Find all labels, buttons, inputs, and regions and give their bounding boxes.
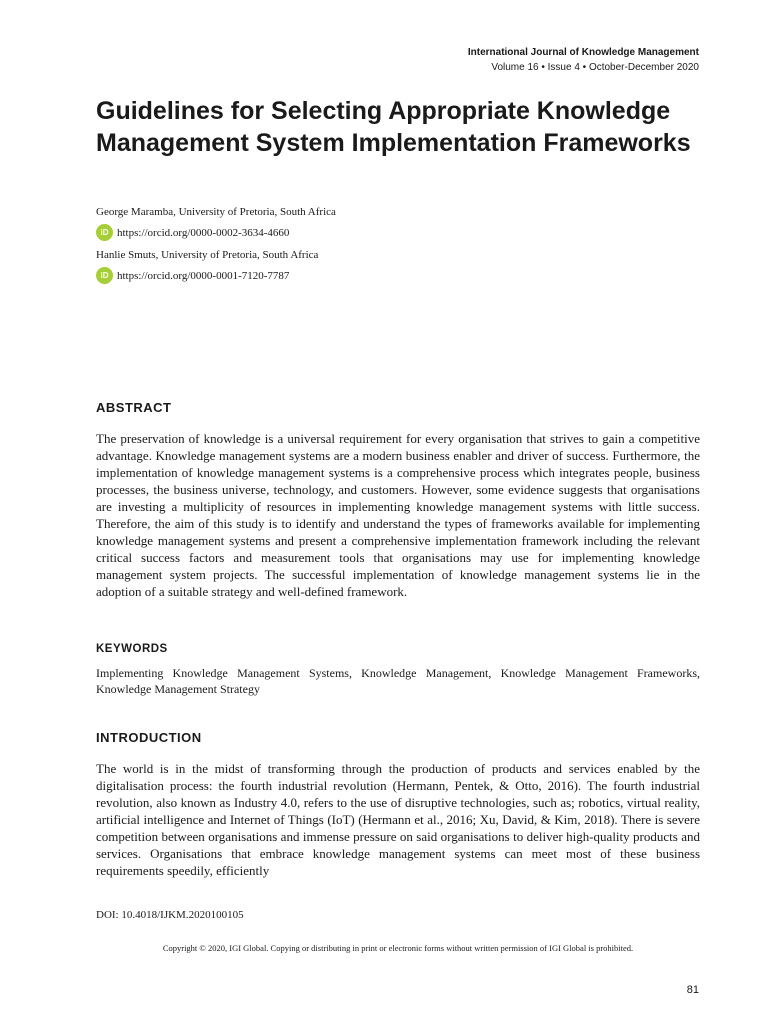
copyright-notice: Copyright © 2020, IGI Global. Copying or distributing in print or electronic forms without written permission of IGI Global is prohibited. — [162, 943, 634, 953]
abstract-section — [96, 400, 700, 600]
journal-name: International Journal of Knowledge Management — [467, 47, 699, 58]
keywords-text: Implementing Knowledge Management Systems, Knowledge Management, Knowledge Management Frameworks, Knowledge Management Strategy — [96, 666, 700, 696]
orcid-link[interactable]: https://orcid.org/0000-0002-3634-4660 — [117, 226, 290, 239]
orcid-link[interactable]: https://orcid.org/0000-0001-7120-7787 — [117, 269, 290, 282]
orcid-icon: iD — [96, 224, 113, 241]
author-affiliation: George Maramba, University of Pretoria, South Africa — [96, 206, 336, 218]
page-number: 81 — [686, 984, 699, 996]
abstract-heading: ABSTRACT — [96, 400, 172, 415]
keywords-heading: KEYWORDS — [96, 643, 168, 655]
orcid-line — [96, 267, 716, 284]
doi: DOI: 10.4018/IJKM.2020100105 — [96, 909, 244, 921]
issue-line: Volume 16 • Issue 4 • October-December 2020 — [491, 62, 699, 73]
author-affiliation: Hanlie Smuts, University of Pretoria, South Africa — [96, 249, 319, 261]
author-entry — [96, 248, 716, 284]
introduction-text: The world is in the midst of transforming through the production of products and services enabled by the digitalisation process: the fourth industrial revolution (Hermann, Pentek, & Otto, 2016). The fourth industrial revolution, also known as Industry 4.0, refers to the use of disruptive technologies, such as; robotics, virtual reality, artificial intelligence and Internet of Things (IoT) (Hermann et al., 2016; Xu, David, & Kim, 2018). There is severe competition between organisations and immense pressure on said organisations to deliver high-quality products and services. Organisations that embrace knowledge management systems can meet most of these business requirements speedily, efficiently — [96, 761, 700, 878]
introduction-section — [96, 730, 700, 879]
journal-header — [468, 45, 699, 75]
orcid-line — [96, 224, 716, 241]
orcid-icon: iD — [96, 267, 113, 284]
author-list — [96, 205, 716, 291]
abstract-text: The preservation of knowledge is a universal requirement for every organisation that strives to gain a competitive advantage. Knowledge management systems are a modern business enabler and driver of success. Furthermore, the implementation of knowledge management systems is a comprehensive process which integrates people, business processes, the business universe, technology, and customers. However, some evidence suggests that organisations are investing a multiplicity of resources in implementing knowledge management systems with little success. Therefore, the aim of this study is to identify and understand the types of frameworks available for implementing knowledge management systems and present a comprehensive implementation framework including the relevant critical success factors and measurement tools that organisations may use for implementing knowledge management system projects. The successful implementation of knowledge management systems lie in the adoption of a suitable strategy and well-defined framework. — [96, 431, 700, 599]
article-title: Guidelines for Selecting Appropriate Knowledge Management System Implementation Frameworks — [96, 97, 691, 157]
author-entry — [96, 205, 716, 241]
introduction-heading: INTRODUCTION — [96, 730, 202, 745]
keywords-section — [96, 641, 700, 697]
